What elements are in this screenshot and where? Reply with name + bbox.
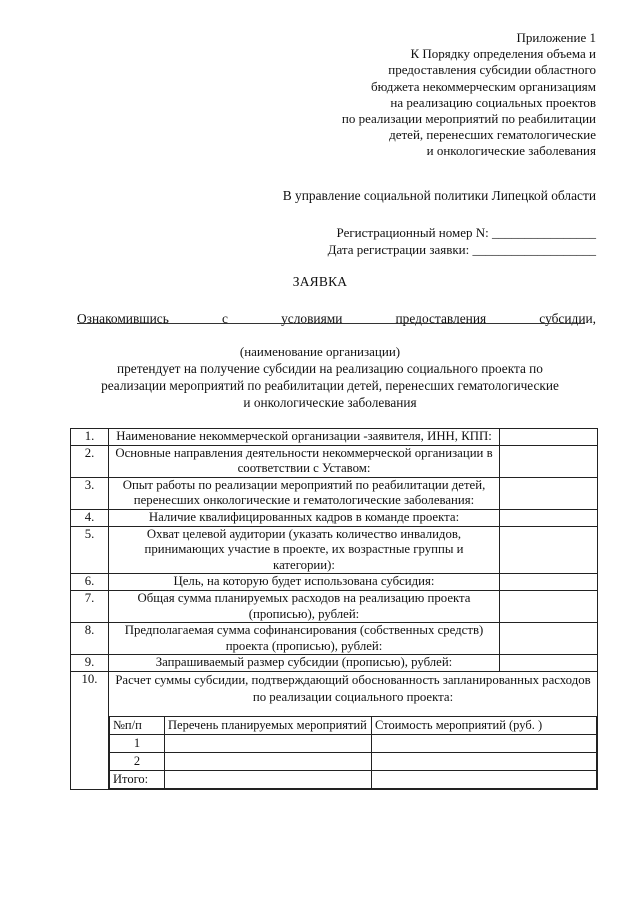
row-number: 4. bbox=[71, 509, 109, 526]
calc-activity-cell[interactable] bbox=[165, 752, 372, 770]
row-number: 2. bbox=[71, 445, 109, 477]
intro-word: условиями bbox=[281, 311, 343, 326]
calc-header-cost: Стоимость мероприятий (руб. ) bbox=[372, 716, 597, 734]
row-label: Цель, на которую будет использована субсидия: bbox=[109, 574, 500, 591]
row-value-cell[interactable] bbox=[500, 574, 598, 591]
appendix-line: детей, перенесших гематологические bbox=[389, 127, 596, 143]
calc-header-number: №п/п bbox=[110, 716, 165, 734]
row-value-cell[interactable] bbox=[500, 445, 598, 477]
appendix-line: на реализацию социальных проектов bbox=[390, 94, 596, 110]
table-row bbox=[71, 655, 598, 672]
intro-word: с bbox=[221, 311, 228, 326]
row-value-cell[interactable] bbox=[500, 655, 598, 672]
table-row bbox=[71, 509, 598, 526]
row-value-cell[interactable] bbox=[500, 509, 598, 526]
row-label: Основные направления деятельности некоммерческой организации в соответствии с Уставом: bbox=[109, 445, 500, 477]
calc-cost-cell[interactable] bbox=[372, 734, 597, 752]
row-label: Общая сумма планируемых расходов на реализацию проекта (прописью), рублей: bbox=[109, 590, 500, 622]
row-label: Запрашиваемый размер субсидии (прописью), рублей: bbox=[109, 655, 500, 672]
calculation-title: Расчет суммы субсидии, подтверждающий обоснованность запланированных расходов по реализации социального проекта: bbox=[115, 672, 591, 704]
row-value-cell[interactable] bbox=[500, 429, 598, 446]
row-label: Предполагаемая сумма софинансирования (собственных средств) проекта (прописью), рублей: bbox=[109, 623, 500, 655]
calc-total-activity-cell[interactable] bbox=[165, 770, 372, 788]
row-label: Наличие квалифицированных кадров в команде проекта: bbox=[109, 509, 500, 526]
row-number: 9. bbox=[71, 655, 109, 672]
appendix-line: и онкологические заболевания bbox=[426, 143, 596, 159]
registration-number: Регистрационный номер N: ________________ bbox=[336, 225, 596, 240]
row-value-cell[interactable] bbox=[500, 477, 598, 509]
calc-row-number: 1 bbox=[110, 734, 165, 752]
row-label: Опыт работы по реализации мероприятий по реабилитации детей, перенесших онкологические и гематологические заболевания: bbox=[109, 477, 500, 509]
appendix-header bbox=[342, 30, 596, 160]
org-name-caption: (наименование организации) bbox=[239, 344, 401, 359]
row-number: 7. bbox=[71, 590, 109, 622]
calc-total-cost-cell[interactable] bbox=[372, 770, 597, 788]
table-row bbox=[71, 526, 598, 574]
table-row bbox=[71, 623, 598, 655]
row-number: 3. bbox=[71, 477, 109, 509]
addressee: В управление социальной политики Липецкой области bbox=[282, 188, 596, 203]
intro-word: Ознакомившись bbox=[77, 311, 169, 326]
calc-row bbox=[110, 734, 597, 752]
calc-row bbox=[110, 752, 597, 770]
org-name-blank bbox=[77, 323, 585, 324]
calc-total-row bbox=[110, 770, 597, 788]
calc-row-number: 2 bbox=[110, 752, 165, 770]
appendix-line: бюджета некоммерческим организациям bbox=[371, 78, 596, 94]
row-value-cell[interactable] bbox=[500, 526, 598, 574]
calc-cost-cell[interactable] bbox=[372, 752, 597, 770]
row-value-cell[interactable] bbox=[500, 590, 598, 622]
intro-word: предоставления bbox=[395, 311, 487, 326]
purpose-line: и онкологические заболевания bbox=[243, 395, 417, 410]
intro-word: субсидии, bbox=[539, 311, 596, 326]
purpose-line: претендует на получение субсидии на реализацию социального проекта по bbox=[117, 361, 543, 376]
row-label: Охват целевой аудитории (указать количество инвалидов, принимающих участие в проекте, их возрастные группы и категории): bbox=[109, 526, 500, 574]
calc-header-row bbox=[110, 716, 597, 734]
application-table bbox=[70, 428, 598, 790]
table-row-calculation bbox=[71, 671, 598, 789]
row-number: 10. bbox=[71, 671, 109, 789]
table-row bbox=[71, 574, 598, 591]
calc-total-label: Итого: bbox=[110, 770, 165, 788]
table-row bbox=[71, 477, 598, 509]
appendix-line: предоставления субсидии областного bbox=[388, 62, 596, 78]
row-number: 6. bbox=[71, 574, 109, 591]
row-number: 1. bbox=[71, 429, 109, 446]
purpose-line: реализации мероприятий по реабилитации детей, перенесших гематологические bbox=[101, 378, 559, 393]
document-title: ЗАЯВКА bbox=[292, 274, 348, 289]
row-number: 8. bbox=[71, 623, 109, 655]
table-row bbox=[71, 429, 598, 446]
appendix-line: К Порядку определения объема и bbox=[410, 46, 596, 62]
calc-header-activities: Перечень планируемых мероприятий bbox=[165, 716, 372, 734]
registration-date: Дата регистрации заявки: ___________________ bbox=[327, 242, 596, 257]
table-row bbox=[71, 445, 598, 477]
appendix-line: Приложение 1 bbox=[516, 30, 596, 45]
table-row bbox=[71, 590, 598, 622]
intro-line bbox=[77, 311, 596, 327]
calculation-table bbox=[109, 716, 597, 789]
purpose-text bbox=[60, 360, 600, 411]
row-number: 5. bbox=[71, 526, 109, 574]
calc-activity-cell[interactable] bbox=[165, 734, 372, 752]
appendix-line: по реализации мероприятий по реабилитации bbox=[341, 111, 596, 127]
calculation-cell bbox=[109, 671, 598, 789]
row-value-cell[interactable] bbox=[500, 623, 598, 655]
registration-block bbox=[328, 224, 596, 258]
row-label: Наименование некоммерческой организации -заявителя, ИНН, КПП: bbox=[109, 429, 500, 446]
